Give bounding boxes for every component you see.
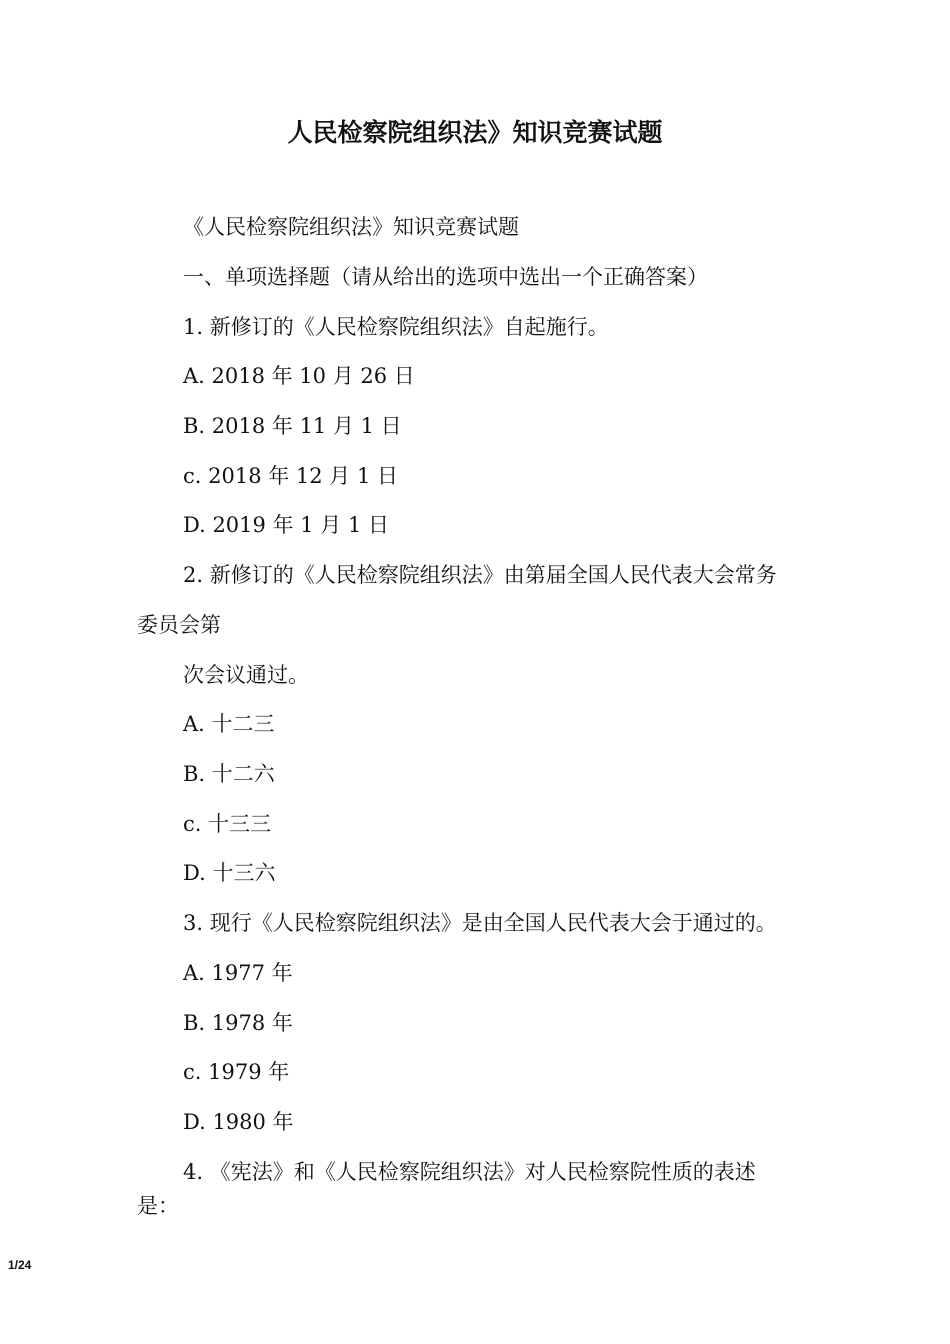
subtitle-line: 《人民检察院组织法》知识竞赛试题 (183, 215, 519, 239)
question-3: 3. 现行《人民检察院组织法》是由全国人民代表大会于通过的。 (183, 911, 777, 935)
question-2-continued: 委员会第 (137, 613, 221, 637)
page-indicator: 1/24 (8, 1258, 32, 1272)
q3-option-a: A. 1977 年 (183, 961, 293, 985)
document-title: 人民检察院组织法》知识竞赛试题 (287, 118, 663, 147)
q1-option-d: D. 2019 年 1 月 1 日 (183, 513, 389, 537)
question-2: 2. 新修订的《人民检察院组织法》由第届全国人民代表大会常务 (183, 563, 777, 587)
q2-option-d: D. 十三六 (183, 861, 276, 885)
q1-option-b: B. 2018 年 11 月 1 日 (183, 414, 402, 438)
q3-option-c: c. 1979 年 (183, 1060, 290, 1084)
question-4: 4. 《宪法》和《人民检察院组织法》对人民检察院性质的表述 (183, 1160, 756, 1184)
q2-option-b: B. 十二六 (183, 762, 275, 786)
q3-option-d: D. 1980 年 (183, 1110, 294, 1134)
q2-option-c: c. 十三三 (183, 812, 272, 836)
q3-option-b: B. 1978 年 (183, 1011, 293, 1035)
q1-option-c: c. 2018 年 12 月 1 日 (183, 464, 399, 488)
q1-option-a: A. 2018 年 10 月 26 日 (183, 364, 415, 388)
question-1: 1. 新修订的《人民检察院组织法》自起施行。 (183, 315, 609, 339)
q2-option-a: A. 十二三 (183, 712, 275, 736)
section-heading: 一、单项选择题（请从给出的选项中选出一个正确答案） (183, 265, 708, 289)
question-2-continued-2: 次会议通过。 (183, 663, 309, 687)
question-4-continued: 是： (137, 1194, 179, 1218)
